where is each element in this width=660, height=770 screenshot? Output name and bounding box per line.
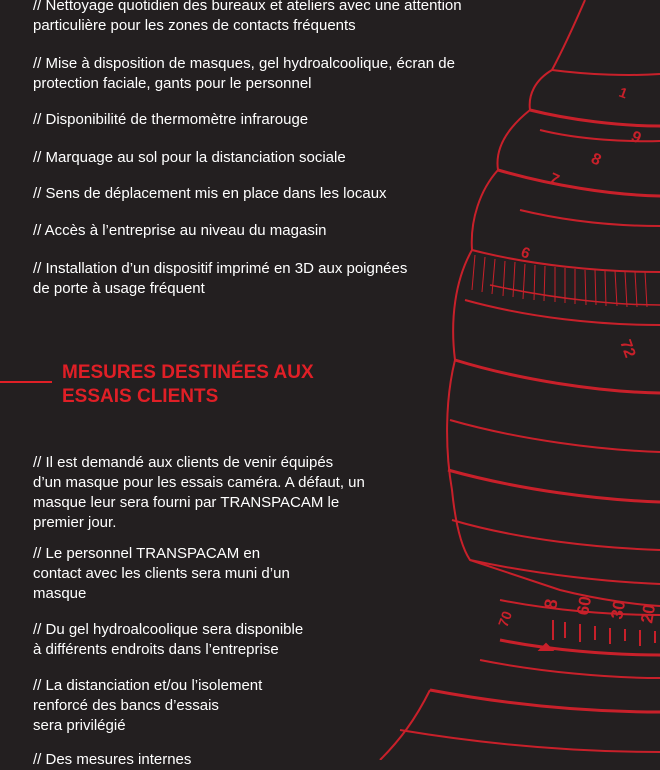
client-measure-staff-masks [33,544,290,604]
text-line: // Mise à disposition de masques, gel hydroalcoolique, écran de [33,55,455,72]
lens-marking: 70 [494,608,516,630]
lens-marking: 30 [607,598,630,621]
staff-measure-cleaning [33,0,462,36]
lens-marking: 60 [573,594,596,617]
text-line: // Des mesures internes [33,751,192,768]
text-line: // Accès à l’entreprise au niveau du magasin [33,222,327,239]
staff-measure-access [33,221,327,241]
client-measure-masks [33,453,365,533]
text-line: contact avec les clients sera muni d’un [33,565,290,582]
text-line: premier jour. [33,514,117,531]
text-line: // Marquage au sol pour la distanciation sociale [33,149,346,166]
section-divider [0,381,52,383]
text-line: // Installation d’un dispositif imprimé en 3D aux poignées [33,260,408,277]
text-line: protection faciale, gants pour le personnel [33,75,312,92]
staff-measure-circulation [33,184,387,204]
text-line: particulière pour les zones de contacts fréquents [33,17,356,34]
text-line: masque [33,585,87,602]
lens-marking: 8 [588,150,604,170]
text-line: // Disponibilité de thermomètre infrarouge [33,111,309,128]
text-line: // Nettoyage quotidien des bureaux et ateliers avec une attention [33,0,462,14]
lens-marking: 7 [546,170,562,190]
heading-line: MESURES DESTINÉES AUX [62,362,314,383]
text-line: // Sens de déplacement mis en place dans les locaux [33,185,387,202]
staff-measure-floor-marking [33,148,346,168]
lens-marking: 1 [616,83,630,102]
text-line: à différents endroits dans l’entreprise [33,641,279,658]
lens-marking: 6 [518,243,533,263]
staff-measure-3d-device [33,259,407,299]
text-line: // Il est demandé aux clients de venir équipés [33,454,334,471]
text-line: // Du gel hydroalcoolique sera disponible [33,621,304,638]
client-measure-gel [33,620,303,660]
text-line: d’un masque pour les essais caméra. A défaut, un [33,474,365,491]
lens-marking: 9 [628,128,644,148]
text-line: renforcé des bancs d’essais [33,697,219,714]
client-measure-distancing [33,676,262,736]
text-line: masque leur sera fourni par TRANSPACAM le [33,494,340,511]
client-measure-internal [33,750,191,770]
staff-measure-thermometer [33,110,308,130]
lens-marking: 8 [540,597,562,611]
text-line: // La distanciation et/ou l’isolement [33,677,263,694]
lens-marking: 20 [637,602,660,625]
text-line: // Le personnel TRANSPACAM en [33,545,261,562]
text-line: de porte à usage fréquent [33,280,205,297]
heading-line: ESSAIS CLIENTS [62,386,219,407]
section-heading-client-tests [62,361,314,409]
lens-marking: 72 [616,337,639,361]
text-line: sera privilégié [33,717,126,734]
staff-measure-masks [33,54,455,94]
